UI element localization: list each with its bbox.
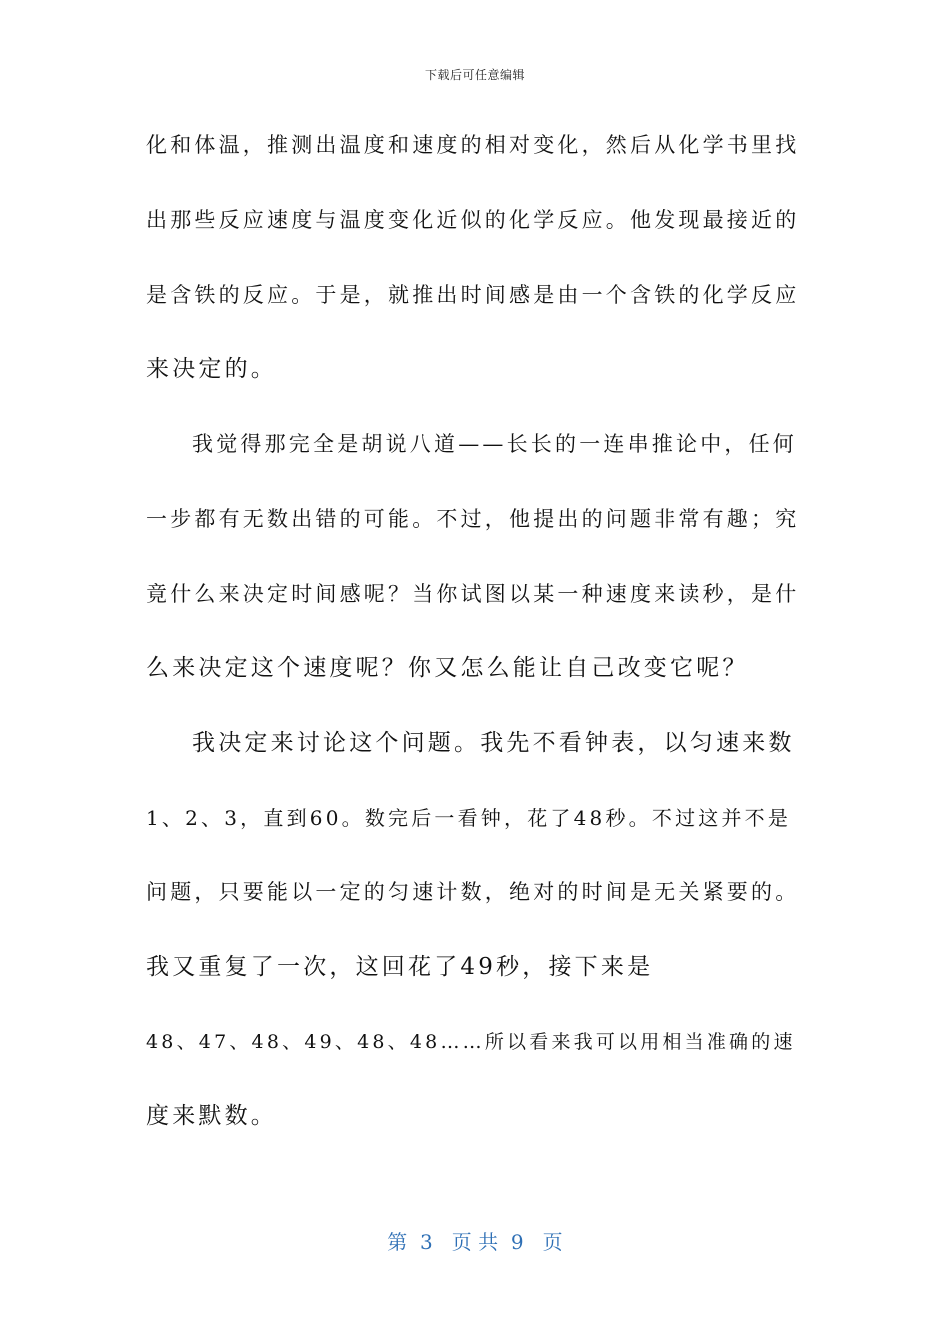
text-line: 竟什么来决定时间感呢？当你试图以某一种速度来读秒，是什 bbox=[146, 582, 800, 606]
text-line: 问题，只要能以一定的匀速计数，绝对的时间是无关紧要的。 bbox=[146, 880, 800, 904]
text-line: 是含铁的反应。于是，就推出时间感是由一个含铁的化学反应 bbox=[146, 283, 800, 307]
page-header: 下载后可任意编辑 bbox=[424, 68, 525, 82]
text-line: 么来决定这个速度呢？你又怎么能让自己改变它呢？ bbox=[146, 655, 749, 681]
text-line: 化和体温，推测出温度和速度的相对变化，然后从化学书里找 bbox=[146, 133, 800, 157]
text-line: 出那些反应速度与温度变化近似的化学反应。他发现最接近的 bbox=[146, 208, 800, 232]
text-line: 度来默数。 bbox=[146, 1103, 277, 1129]
text-line: 来决定的。 bbox=[146, 356, 277, 382]
text-line: 1、2、3，直到60。数完后一看钟，花了48秒。不过这并不是 bbox=[146, 806, 792, 830]
page-number-footer: 第 3 页 共 9 页 bbox=[387, 1230, 563, 1254]
text-line-indented: 我觉得那完全是胡说八道——长长的一连串推论中，任何 bbox=[192, 432, 797, 456]
text-line: 我又重复了一次，这回花了49秒，接下来是 bbox=[146, 954, 654, 980]
text-line: 一步都有无数出错的可能。不过，他提出的问题非常有趣；究 bbox=[146, 507, 800, 531]
text-line: 48、47、48、49、48、48……所以看来我可以用相当准确的速 bbox=[146, 1031, 796, 1053]
text-line-indented: 我决定来讨论这个问题。我先不看钟表，以匀速来数 bbox=[192, 730, 795, 756]
